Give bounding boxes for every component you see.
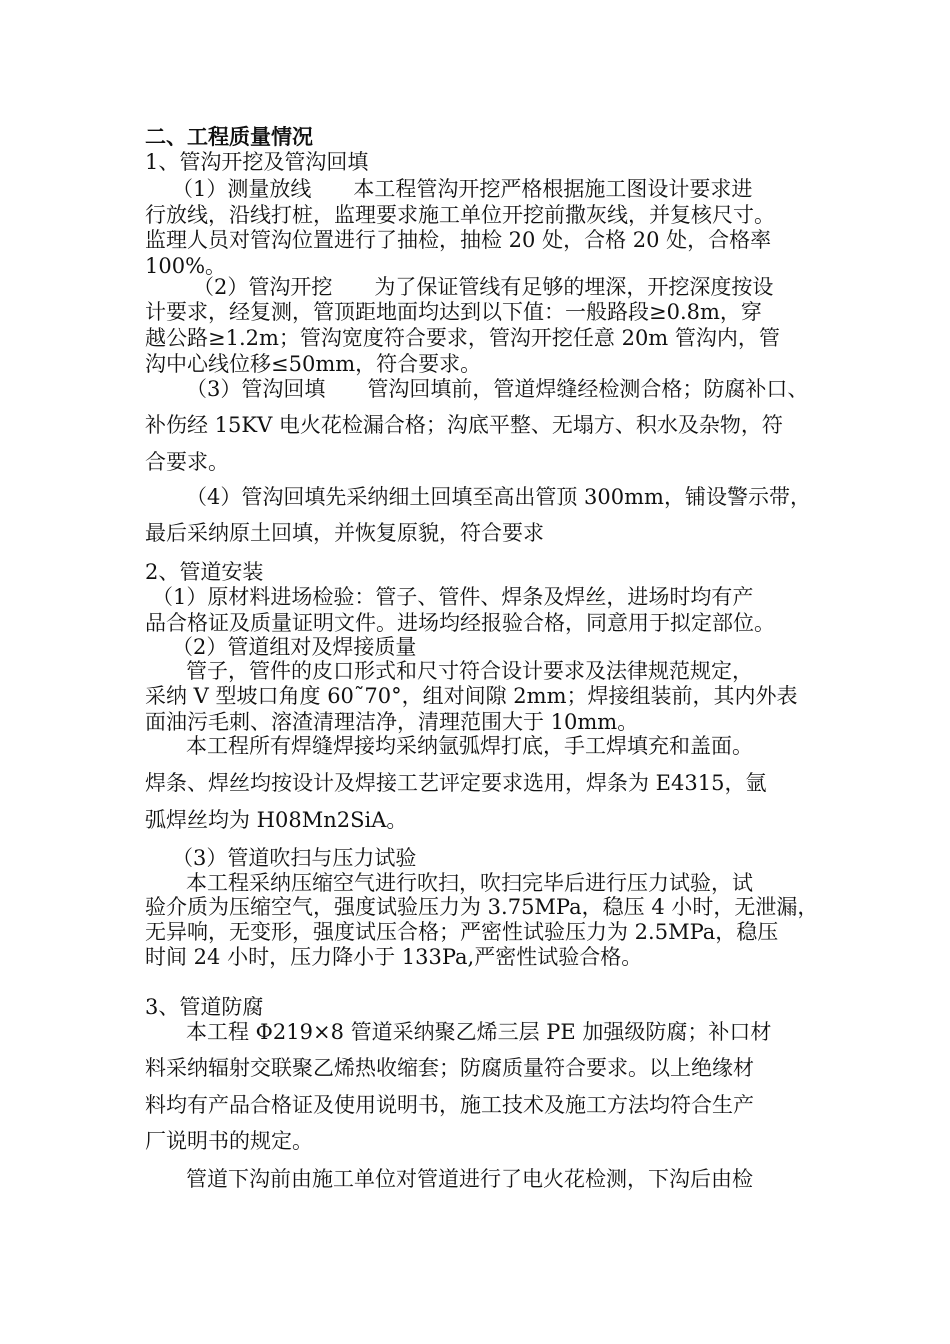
text-line: （3）管沟回填 管沟回填前，管道焊缝经检测合格；防腐补口、 bbox=[186, 377, 809, 401]
section-title: 二、工程质量情况 bbox=[145, 124, 313, 149]
text-line: 厂说明书的规定。 bbox=[145, 1129, 313, 1153]
text-line: 本工程 Φ219×8 管道采纳聚乙烯三层 PE 加强级防腐；补口材 bbox=[186, 1020, 772, 1044]
text-line: （1）原材料进场检验：管子、管件、焊条及焊丝，进场时均有产 bbox=[152, 585, 754, 609]
text-line: 弧焊丝均为 H08Mn2SiA。 bbox=[145, 808, 408, 832]
text-line: 验介质为压缩空气，强度试验压力为 3.75MPa，稳压 4 小时，无泄漏， bbox=[145, 895, 819, 919]
text-line: 面油污毛刺、溶渣清理洁净，清理范围大于 10mm。 bbox=[145, 710, 639, 734]
text-line: 时间 24 小时，压力降小于 133Pa,严密性试验合格。 bbox=[145, 945, 643, 969]
text-line: 100%。 bbox=[145, 254, 227, 278]
text-line: （2）管道组对及焊接质量 bbox=[172, 635, 417, 659]
text-line: 品合格证及质量证明文件。进场均经报验合格，同意用于拟定部位。 bbox=[145, 611, 775, 635]
heading-1: 1、管沟开挖及管沟回填 bbox=[145, 150, 369, 174]
text-line: 本工程采纳压缩空气进行吹扫，吹扫完毕后进行压力试验，试 bbox=[186, 871, 753, 895]
text-line: 越公路≥1.2m；管沟宽度符合要求，管沟开挖任意 20m 管沟内，管 bbox=[145, 326, 780, 350]
text-line: 焊条、焊丝均按设计及焊接工艺评定要求选用，焊条为 E4315，氩 bbox=[145, 771, 767, 795]
text-line: （3）管道吹扫与压力试验 bbox=[172, 846, 417, 870]
text-line: 最后采纳原土回填，并恢复原貌，符合要求 bbox=[145, 521, 544, 545]
text-line: 本工程所有焊缝焊接均采纳氩弧焊打底，手工焊填充和盖面。 bbox=[186, 734, 753, 758]
heading-3: 3、管道防腐 bbox=[145, 995, 264, 1019]
text-line: （1）测量放线 本工程管沟开挖严格根据施工图设计要求进 bbox=[172, 177, 753, 201]
text-line: 无异响，无变形，强度试压合格；严密性试验压力为 2.5MPa，稳压 bbox=[145, 920, 779, 944]
text-line: 管道下沟前由施工单位对管道进行了电火花检测，下沟后由检 bbox=[186, 1167, 753, 1191]
text-line: 监理人员对管沟位置进行了抽检，抽检 20 处，合格 20 处，合格率 bbox=[145, 228, 772, 252]
text-line: 料均有产品合格证及使用说明书，施工技术及施工方法均符合生产 bbox=[145, 1093, 754, 1117]
text-line: （2）管沟开挖 为了保证管线有足够的埋深，开挖深度按设 bbox=[193, 275, 774, 299]
text-line: 采纳 V 型坡口角度 60˜70°，组对间隙 2mm；焊接组装前，其内外表 bbox=[145, 684, 798, 708]
text-line: 料采纳辐射交联聚乙烯热收缩套；防腐质量符合要求。以上绝缘材 bbox=[145, 1056, 754, 1080]
text-line: 行放线，沿线打桩，监理要求施工单位开挖前撒灰线，并复核尺寸。 bbox=[145, 203, 775, 227]
text-line: 计要求，经复测，管顶距地面均达到以下值：一般路段≥0.8m，穿 bbox=[145, 300, 762, 324]
heading-2: 2、管道安装 bbox=[145, 560, 264, 584]
text-line: 补伤经 15KV 电火花检漏合格；沟底平整、无塌方、积水及杂物，符 bbox=[145, 413, 783, 437]
text-line: 管子，管件的皮口形式和尺寸符合设计要求及法律规范规定， bbox=[186, 659, 753, 683]
text-line: （4）管沟回填先采纳细土回填至高出管顶 300mm，铺设警示带， bbox=[186, 485, 811, 509]
text-line: 沟中心线位移≤50mm，符合要求。 bbox=[145, 352, 482, 376]
text-line: 合要求。 bbox=[145, 450, 229, 474]
